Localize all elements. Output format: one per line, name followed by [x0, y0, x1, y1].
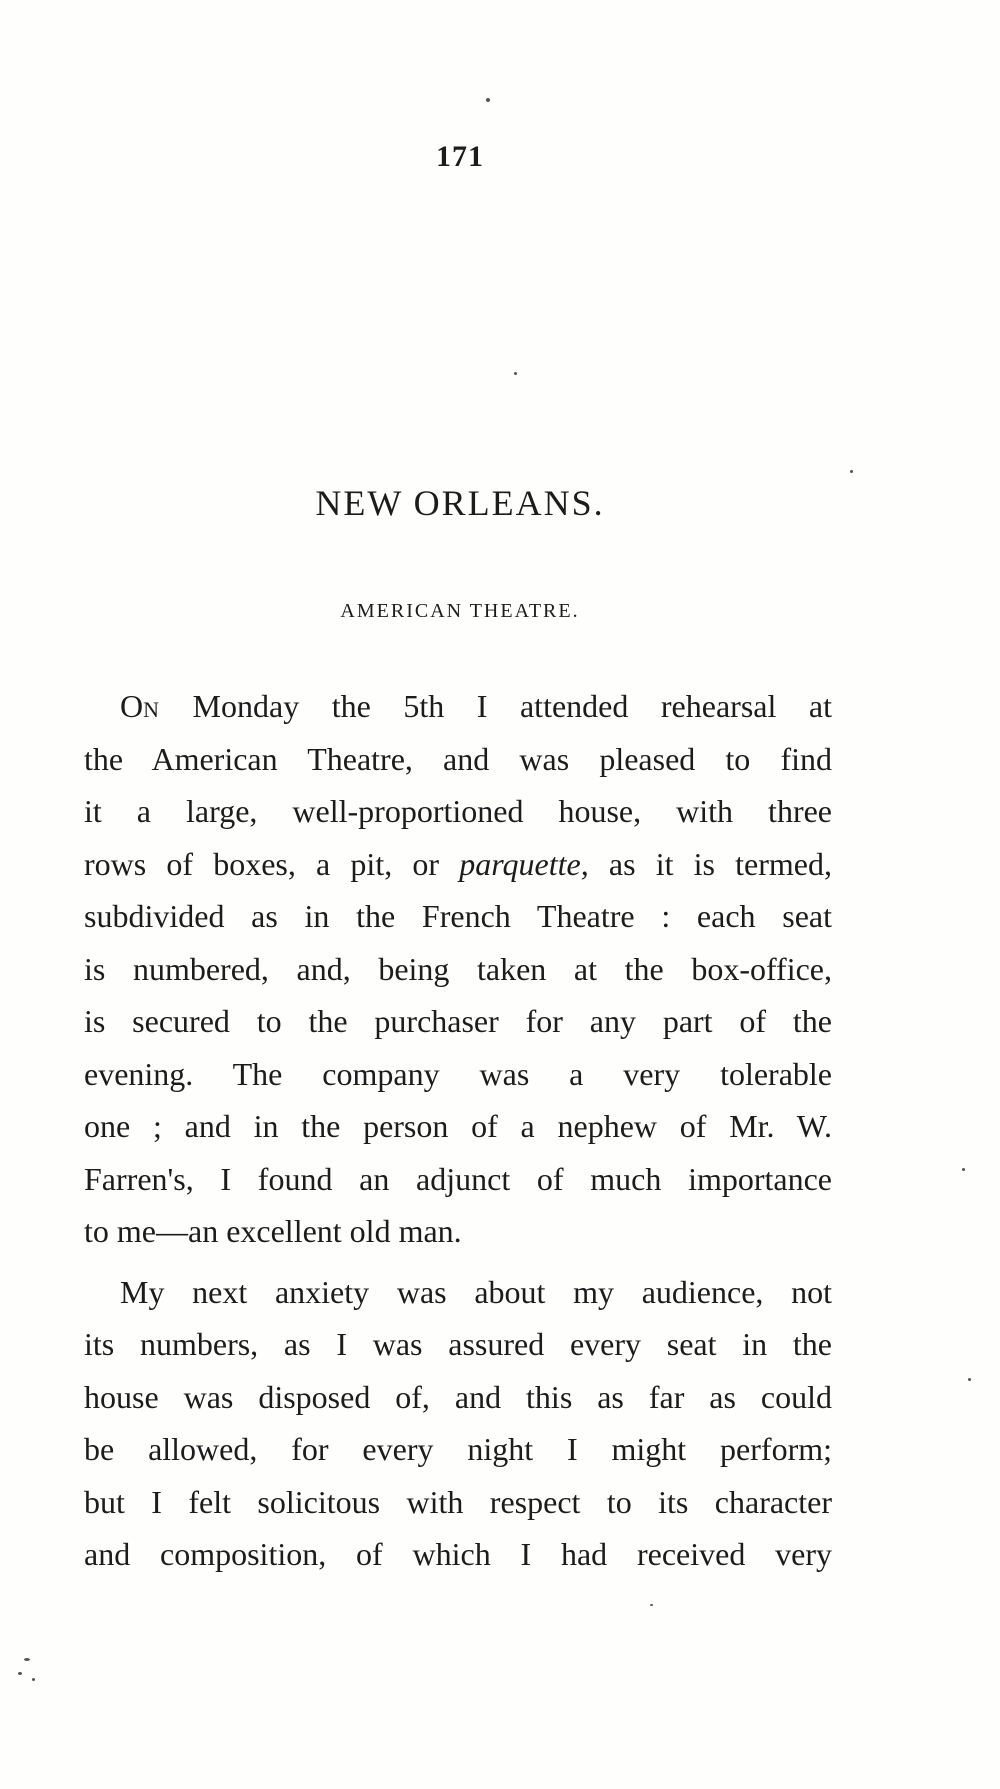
text-line: its numbers, as I was assured every seat in the: [84, 1326, 832, 1362]
text-line: My next anxiety was about my audience, not: [120, 1273, 832, 1310]
text-line: is secured to the purchaser for any part of the: [84, 1003, 832, 1039]
text-line: house was disposed of, and this as far as could: [84, 1378, 832, 1415]
text-line: but I felt solicitous with respect to its character: [84, 1483, 832, 1520]
paragraph-2: [84, 1266, 832, 1581]
chapter-title: NEW ORLEANS.: [315, 483, 605, 523]
line-text: as it is termed,: [588, 845, 833, 882]
page-number: 171: [436, 140, 484, 173]
body-text: [84, 680, 832, 1581]
line-text: rows of boxes, a pit, or: [84, 845, 460, 882]
scan-speck: [650, 1604, 653, 1606]
text-line: is numbered, and, being taken at the box-office,: [84, 950, 832, 987]
scan-speck: [968, 1378, 971, 1381]
text-line: subdivided as in the French Theatre : each seat: [84, 898, 832, 934]
text-line: [84, 680, 832, 733]
paragraph-1: [84, 680, 832, 1258]
line-text: Monday the 5th I attended rehearsal at: [160, 688, 832, 724]
text-line: evening. The company was a very tolerable: [84, 1055, 832, 1092]
text-line: Farren's, I found an adjunct of much importance: [84, 1160, 832, 1197]
italic-word: parquette,: [459, 845, 589, 882]
scan-speck: [32, 1678, 35, 1681]
text-line: and composition, of which I had received very: [84, 1536, 832, 1572]
dropcap: O: [120, 688, 144, 724]
scan-speck: [24, 1658, 30, 1661]
text-line: one ; and in the person of a nephew of Mr. W.: [84, 1108, 832, 1144]
scan-speck: [850, 470, 853, 473]
section-title: AMERICAN THEATRE.: [340, 600, 580, 622]
scan-speck: [486, 98, 490, 102]
scan-speck: [962, 1168, 965, 1171]
smallcaps-letter: N: [143, 697, 160, 722]
scan-speck: [514, 372, 517, 375]
text-line: be allowed, for every night I might perform;: [84, 1431, 832, 1467]
text-line: to me—an excellent old man.: [84, 1213, 462, 1249]
text-line: [84, 838, 832, 891]
scan-speck: [18, 1672, 22, 1675]
paragraph-gap: [84, 1258, 832, 1266]
text-line: the American Theatre, and was pleased to find: [84, 740, 832, 777]
text-line: it a large, well-proportioned house, with three: [84, 793, 832, 829]
